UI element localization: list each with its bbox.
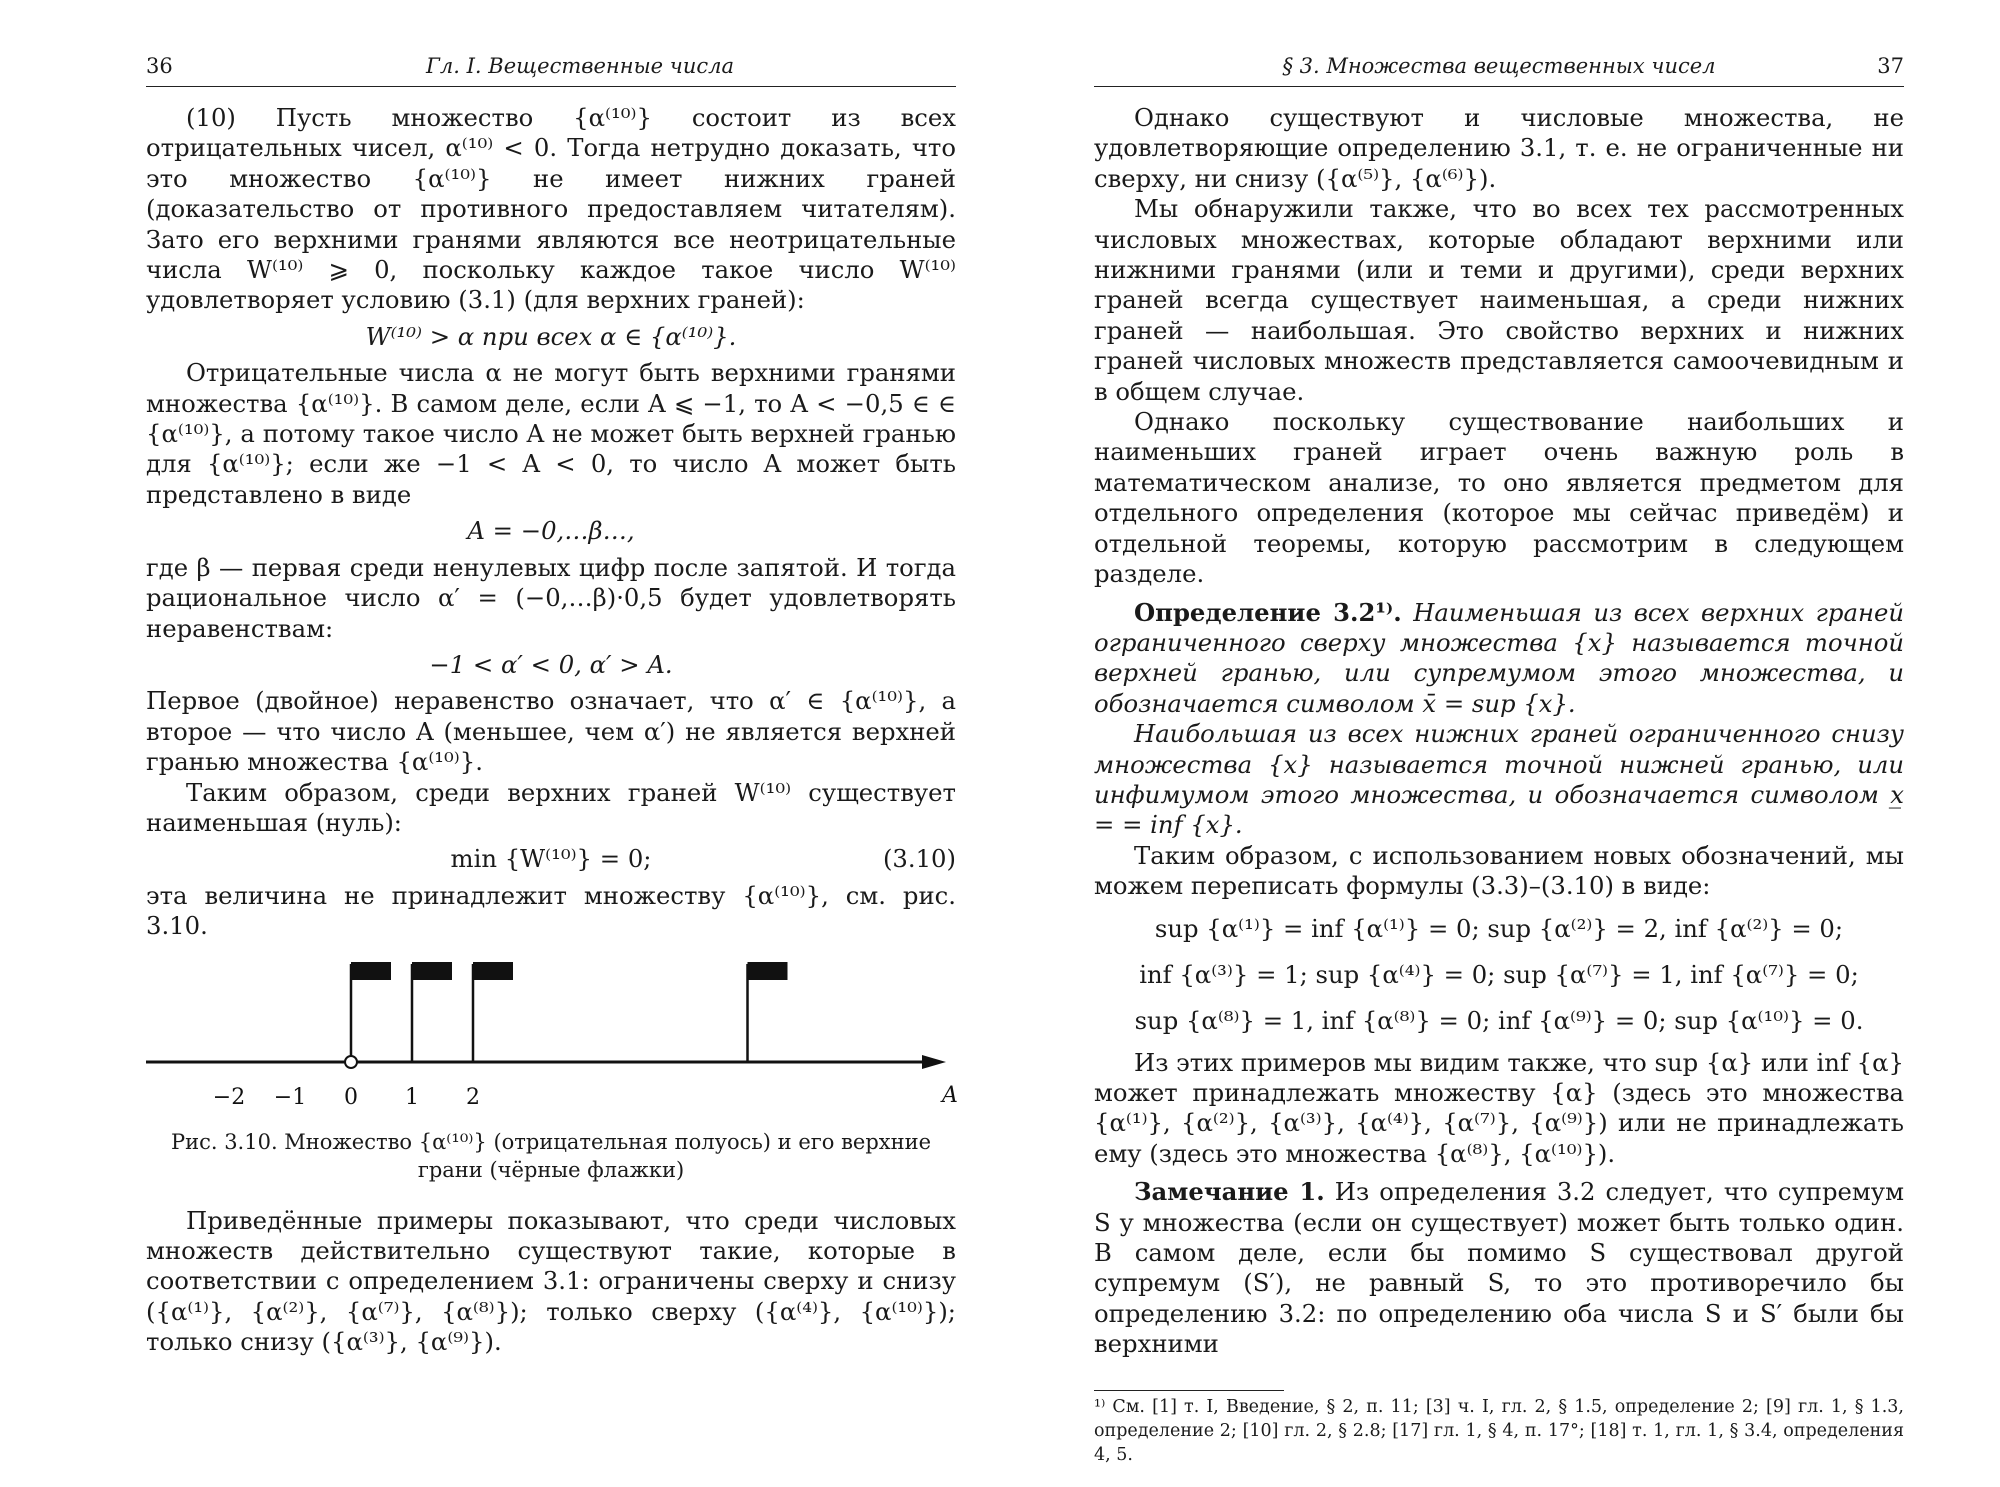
tick-label: 1 [405, 1084, 419, 1110]
definition-3-2 [1094, 598, 1904, 720]
tick-label: −1 [273, 1084, 307, 1110]
flag [748, 962, 788, 980]
numbered-formula [146, 844, 956, 874]
left-running-head [146, 50, 956, 87]
figure-caption: Рис. 3.10. Множество {α⁽¹⁰⁾} (отрицательная полуось) и его верхние грани (чёрные флажки) [170, 1129, 932, 1182]
left-running-title: Гл. I. Вещественные числа [426, 54, 735, 78]
flag [473, 962, 513, 980]
formula: min {W⁽¹⁰⁾} = 0; [450, 844, 652, 874]
paragraph: Мы обнаружили также, что во всех тех рассмотренных числовых множествах, которые обладают верхними или нижними гранями (или и теми и другими), среди верхних граней всегда существует наименьшая, а среди нижних граней — наибольшая. Это свойство верхних и нижних граней числовых множеств представляется самоочевидным и в общем случае. [1094, 194, 1904, 406]
open-point [345, 1056, 357, 1068]
right-page-number: 37 [1877, 54, 1904, 78]
paragraph: Однако поскольку существование наибольших и наименьших граней играет очень важную роль в математическом анализе, то оно является предметом для отдельного определения (которое мы сейчас приведём) и отдельной теоремы, которую рассмотрим в следующем разделе. [1094, 407, 1904, 589]
tick-label: −2 [212, 1084, 246, 1110]
formula-block [1094, 906, 1904, 1044]
formula: W⁽¹⁰⁾ > α при всех α ∈ {α⁽¹⁰⁾}. [365, 321, 737, 351]
paragraph: Первое (двойное) неравенство означает, что α′ ∈ {α⁽¹⁰⁾}, а второе — что число A (меньшее, чем α′) не является верхней гранью множества {α⁽¹⁰⁾}. [146, 686, 956, 777]
number-line-figure [146, 952, 956, 1122]
flag [412, 962, 452, 980]
right-running-title: § 3. Множества вещественных чисел [1282, 54, 1716, 78]
left-page-body [146, 103, 956, 942]
tick-label: 2 [466, 1084, 480, 1110]
paragraph: Наибольшая из всех нижних граней ограниченного снизу множества {x} называется точной нижней гранью, или инфимумом этого множества, и обозначается символом x̲ = = inf {x}. [1094, 719, 1904, 840]
remark-title: Замечание 1. [1134, 1177, 1325, 1207]
right-running-head [1094, 50, 1904, 87]
flag [351, 962, 391, 980]
paragraph: эта величина не принадлежит множеству {α⁽¹⁰⁾}, см. рис. 3.10. [146, 880, 956, 941]
formula-line: sup {α⁽¹⁾} = inf {α⁽¹⁾} = 0; sup {α⁽²⁾} = 2, inf {α⁽²⁾} = 0; [1154, 913, 1844, 943]
paragraph: где β — первая среди ненулевых цифр после запятой. И тогда рациональное число α′ = (−0,…β)·0,5 будет удовлетворять неравенствам: [146, 552, 956, 643]
definition-title: Определение 3.2¹⁾. [1134, 597, 1402, 627]
formula: A = −0,…β…, [467, 516, 635, 546]
paragraph: Из этих примеров мы видим также, что sup {α} или inf {α} может принадлежать множеству {α} (здесь это множества {α⁽¹⁾}, {α⁽²⁾}, {α⁽³⁾}, {α⁽⁴⁾}, {α⁽⁷⁾}, {α⁽⁹⁾}) или не принадлежать ему (здесь это множества {α⁽⁸⁾}, {α⁽¹⁰⁾}). [1094, 1047, 1904, 1168]
right-page-body [1094, 103, 1904, 1360]
figure-3-10 [146, 952, 956, 1122]
formula-line: sup {α⁽⁸⁾} = 1, inf {α⁽⁸⁾} = 0; inf {α⁽⁹⁾} = 0; sup {α⁽¹⁰⁾} = 0. [1134, 1005, 1864, 1035]
paragraph: Таким образом, с использованием новых обозначений, мы можем переписать формулы (3.3)–(3.10) в виде: [1094, 840, 1904, 901]
remark-1 [1094, 1177, 1904, 1359]
axis-label: A [942, 1082, 958, 1108]
definition-text: Наименьшая из всех верхних граней ограниченного сверху множества {x} называется точной верхней гранью, или супремумом этого множества, и обозначается символом x̄ = sup {x}. [1094, 597, 1904, 718]
paragraph: Однако существуют и числовые множества, не удовлетворяющие определению 3.1, т. е. не ограниченные ни сверху, ни снизу ({α⁽⁵⁾}, {α⁽⁶⁾}). [1094, 103, 1904, 193]
paragraph: Отрицательные числа α не могут быть верхними гранями множества {α⁽¹⁰⁾}. В самом деле, если A ⩽ −1, то A < −0,5 ∈ ∈ {α⁽¹⁰⁾}, а потому такое число A не может быть верхней гранью для {α⁽¹⁰⁾}; если же −1 < A < 0, то число A может быть представлено в виде [146, 358, 956, 509]
footnote: ¹⁾ См. [1] т. I, Введение, § 2, п. 11; [3] ч. I, гл. 2, § 1.5, определение 2; [9] гл. 1, § 1.3, определение 2; [10] гл. 2, § 2.8; [17] гл. 1, § 4, п. 17°; [18] т. 1, гл. 1, § 3.4, определения 4, 5. [1094, 1396, 1904, 1465]
left-page-number: 36 [146, 54, 173, 78]
formula-number: (3.10) [882, 844, 956, 874]
paragraph: (10) Пусть множество {α⁽¹⁰⁾} состоит из всех отрицательных чисел, α⁽¹⁰⁾ < 0. Тогда нетрудно доказать, что это множество {α⁽¹⁰⁾} не имеет нижних граней (доказательство от противного предоставляем читателям). Зато его верхними гранями являются все неотрицательные числа W⁽¹⁰⁾ ⩾ 0, поскольку каждое такое число W⁽¹⁰⁾ удовлетворяет условию (3.1) (для верхних граней): [146, 103, 956, 315]
remark-text: Из определения 3.2 следует, что супремум S у множества (если он существует) может быть только один. В самом деле, если бы помимо S существовал другой супремум (S′), не равный S, то это противоречило бы определению 3.2: по определению оба числа S и S′ были бы верхними [1094, 1177, 1904, 1359]
paragraph: Таким образом, среди верхних граней W⁽¹⁰⁾ существует наименьшая (нуль): [146, 777, 956, 837]
left-page-body-end [146, 1206, 956, 1358]
paragraph: Приведённые примеры показывают, что среди числовых множеств действительно существуют такие, которые в соответствии с определением 3.1: ограничены сверху и снизу ({α⁽¹⁾}, {α⁽²⁾}, {α⁽⁷⁾}, {α⁽⁸⁾}); только сверху ({α⁽⁴⁾}, {α⁽¹⁰⁾}); только снизу ({α⁽³⁾}, {α⁽⁹⁾}). [146, 1205, 956, 1357]
axis-arrow [922, 1055, 946, 1069]
right-page [1094, 50, 1904, 1467]
formula-line: inf {α⁽³⁾} = 1; sup {α⁽⁴⁾} = 0; sup {α⁽⁷⁾} = 1, inf {α⁽⁷⁾} = 0; [1139, 959, 1859, 989]
footnote-rule [1094, 1390, 1284, 1391]
formula: −1 < α′ < 0, α′ > A. [429, 649, 673, 679]
tick-label: 0 [344, 1084, 358, 1110]
left-page [146, 50, 956, 1358]
